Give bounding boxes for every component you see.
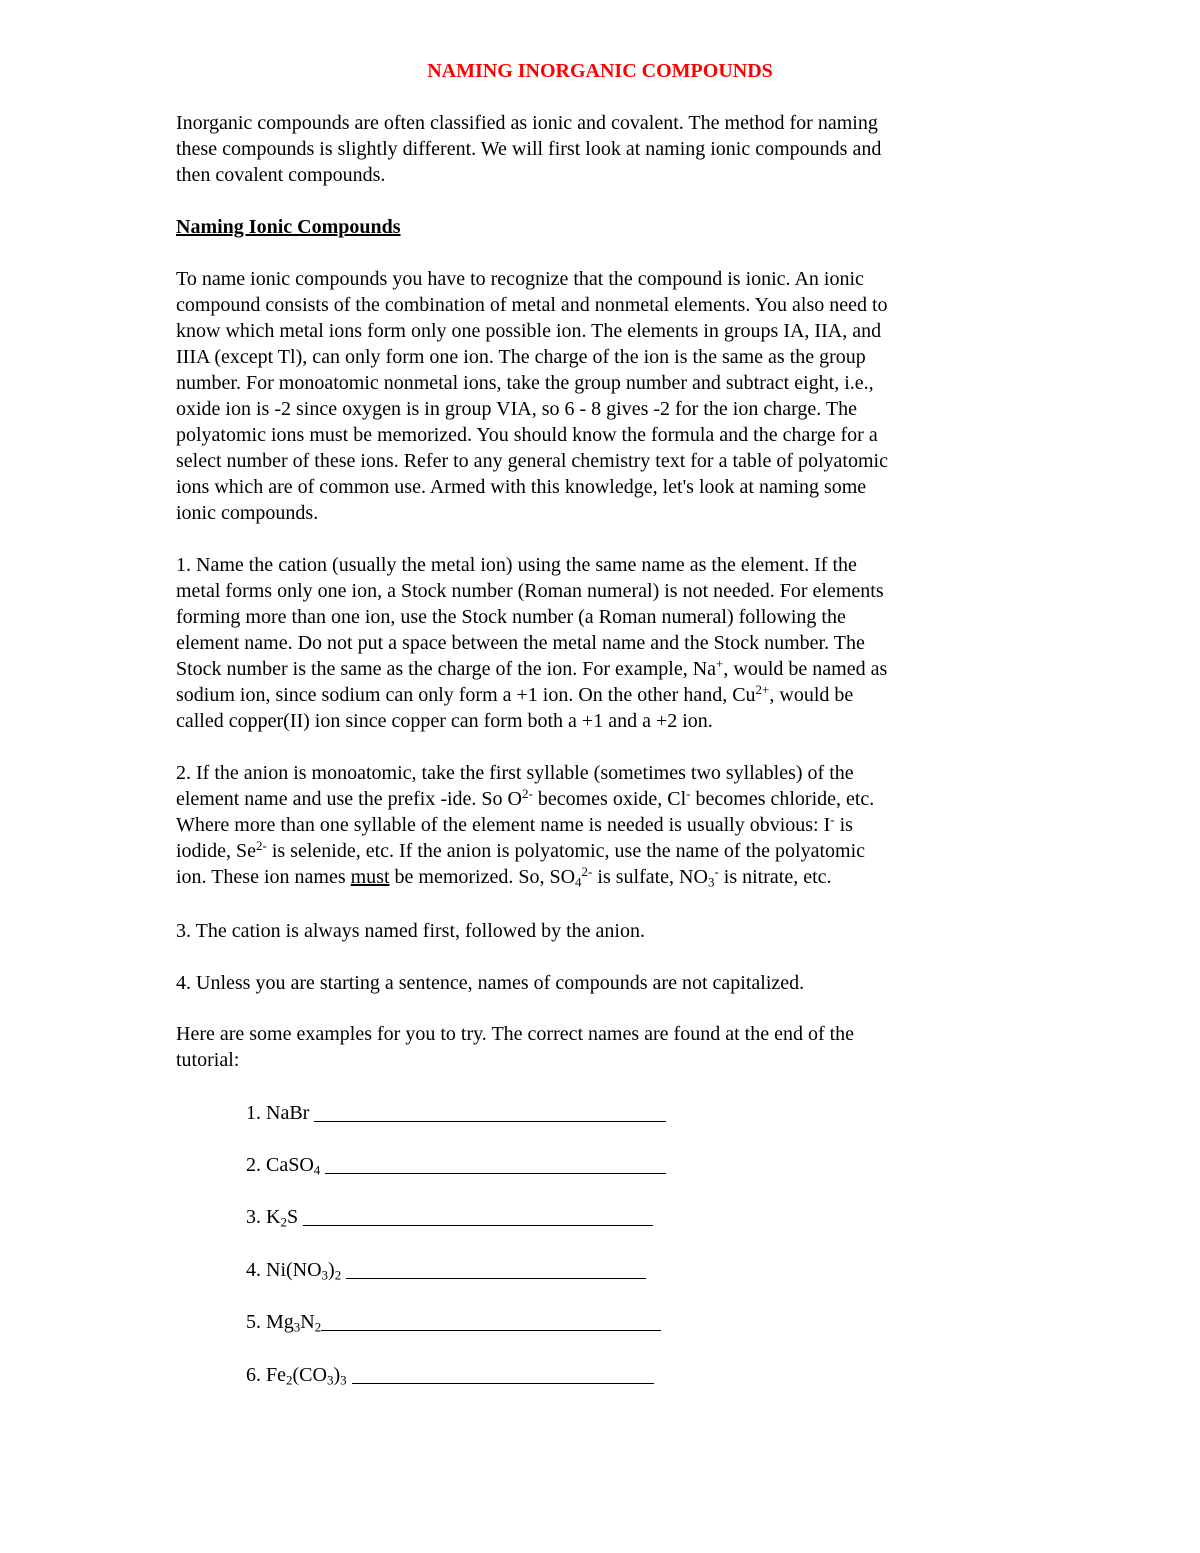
answer-blank[interactable] (303, 1205, 653, 1226)
answer-blank[interactable] (352, 1363, 654, 1384)
exercise-formula: ) (328, 1259, 335, 1281)
rule-line: element name. Do not put a space between the metal name and the Stock number. The (176, 632, 865, 654)
exercise-1 (246, 1100, 666, 1126)
exercise-formula: 6. Fe (246, 1364, 286, 1386)
subscript: 3 (707, 874, 715, 890)
rule-line: 1. Name the cation (usually the metal ion) using the same name as the element. If the (176, 554, 857, 576)
exercise-2 (246, 1152, 666, 1178)
paragraph-line: polyatomic ions must be memorized. You should know the formula and the charge for a (176, 424, 878, 446)
superscript: - (686, 785, 691, 801)
answer-blank[interactable] (325, 1153, 666, 1174)
exercise-4 (246, 1257, 646, 1283)
subscript: 2 (286, 1372, 293, 1388)
rule-4 (176, 970, 1036, 996)
rule-2 (176, 760, 1036, 890)
rule-line: 2. If the anion is monoatomic, take the first syllable (sometimes two syllables) of the (176, 762, 854, 784)
paragraph-line: To name ionic compounds you have to recognize that the compound is ionic. An ionic (176, 268, 864, 290)
paragraph-line: ions which are of common use. Armed with this knowledge, let's look at naming some (176, 476, 867, 498)
subscript: 3 (321, 1267, 329, 1283)
subscript: 3 (326, 1372, 334, 1388)
subscript: 2 (334, 1267, 342, 1283)
paragraph-line: select number of these ions. Refer to any general chemistry text for a table of polyatomic (176, 450, 888, 472)
paragraph-line: IIIA (except Tl), can only form one ion. The charge of the ion is the same as the group (176, 346, 866, 368)
paragraph-line: number. For monoatomic nonmetal ions, take the group number and subtract eight, i.e., (176, 372, 874, 394)
text: be memorized. So, SO (389, 866, 576, 888)
exercise-formula: 1. NaBr (246, 1102, 315, 1124)
text: is (834, 814, 853, 836)
superscript: 2+ (755, 681, 770, 697)
subscript: 2 (280, 1214, 287, 1230)
rule-line (176, 682, 1036, 708)
superscript: 2- (522, 785, 533, 801)
examples-intro (176, 1021, 1036, 1073)
examples-line: tutorial: (176, 1049, 240, 1071)
exercise-formula: 5. Mg (246, 1311, 294, 1333)
superscript: - (714, 863, 719, 879)
paragraph-line: ionic compounds. (176, 502, 319, 524)
text: Where more than one syllable of the element name is needed is usually obvious: I (176, 814, 831, 836)
superscript: 2- (581, 863, 593, 879)
superscript: - (830, 811, 835, 827)
rule-line (176, 838, 1036, 864)
paragraph-line: oxide ion is -2 since oxygen is in group VIA, so 6 - 8 gives -2 for the ion charge. The (176, 398, 857, 420)
rule-line (176, 864, 1036, 890)
answer-blank[interactable] (321, 1310, 661, 1331)
text: iodide, Se (176, 840, 256, 862)
text: Stock number is the same as the charge of the ion. For example, Na (176, 658, 717, 680)
text: , would be named as (723, 658, 888, 680)
rule-line: 3. The cation is always named first, followed by the anion. (176, 920, 645, 942)
exercise-formula: N (300, 1311, 315, 1333)
rule-line (176, 812, 1036, 838)
text: becomes chloride, etc. (690, 788, 875, 810)
text: sodium ion, since sodium can only form a +1 ion. On the other hand, Cu (176, 684, 756, 706)
rule-1 (176, 552, 1036, 734)
intro-line: these compounds is slightly different. We will first look at naming ionic compounds and (176, 138, 882, 160)
subscript: 4 (313, 1162, 321, 1178)
answer-blank[interactable] (314, 1101, 666, 1122)
superscript: + (716, 655, 724, 671)
exercise-5 (246, 1309, 661, 1335)
superscript: 2- (256, 837, 267, 853)
rule-line: forming more than one ion, use the Stock number (a Roman numeral) following the (176, 606, 846, 628)
intro-line: Inorganic compounds are often classified as ionic and covalent. The method for naming (176, 112, 878, 134)
intro-paragraph (176, 110, 1036, 188)
exercise-formula: S (286, 1206, 304, 1228)
exercise-formula: ) (333, 1364, 341, 1386)
rule-line: 4. Unless you are starting a sentence, names of compounds are not capitalized. (176, 972, 805, 994)
exercise-formula: 4. Ni(NO (246, 1259, 322, 1281)
exercise-formula: 2. CaSO (246, 1154, 314, 1176)
exercise-3 (246, 1204, 653, 1230)
text: is nitrate, etc. (718, 866, 832, 888)
underlined-text: must (350, 866, 390, 888)
rule-line (176, 656, 1036, 682)
text: becomes oxide, Cl (532, 788, 687, 810)
exercise-formula: 3. K (246, 1206, 281, 1228)
rule-3 (176, 918, 1036, 944)
text: element name and use the prefix -ide. So O (176, 788, 522, 810)
subscript: 2 (314, 1319, 322, 1335)
subscript: 3 (340, 1372, 347, 1388)
rule-line (176, 786, 1036, 812)
rule-line: called copper(II) ion since copper can form both a +1 and a +2 ion. (176, 710, 713, 732)
ionic-paragraph (176, 266, 1036, 526)
examples-line: Here are some examples for you to try. The correct names are found at the end of the (176, 1023, 855, 1045)
paragraph-line: know which metal ions form only one possible ion. The elements in groups IA, IIA, and (176, 320, 882, 342)
document-title: NAMING INORGANIC COMPOUNDS (427, 60, 773, 82)
paragraph-line: compound consists of the combination of metal and nonmetal elements. You also need to (176, 294, 888, 316)
exercise-6 (246, 1362, 654, 1388)
subscript: 3 (293, 1319, 301, 1335)
text: is selenide, etc. If the anion is polyatomic, use the name of the polyatomic (266, 840, 866, 862)
intro-line: then covalent compounds. (176, 164, 386, 186)
text: , would be (769, 684, 854, 706)
exercise-formula: (CO (292, 1364, 327, 1386)
subscript: 4 (575, 874, 582, 890)
section-heading: Naming Ionic Compounds (176, 216, 401, 238)
text: is sulfate, NO (592, 866, 708, 888)
rule-line: metal forms only one ion, a Stock number (Roman numeral) is not needed. For elements (176, 580, 884, 602)
answer-blank[interactable] (346, 1258, 646, 1279)
text: ion. These ion names (176, 866, 351, 888)
